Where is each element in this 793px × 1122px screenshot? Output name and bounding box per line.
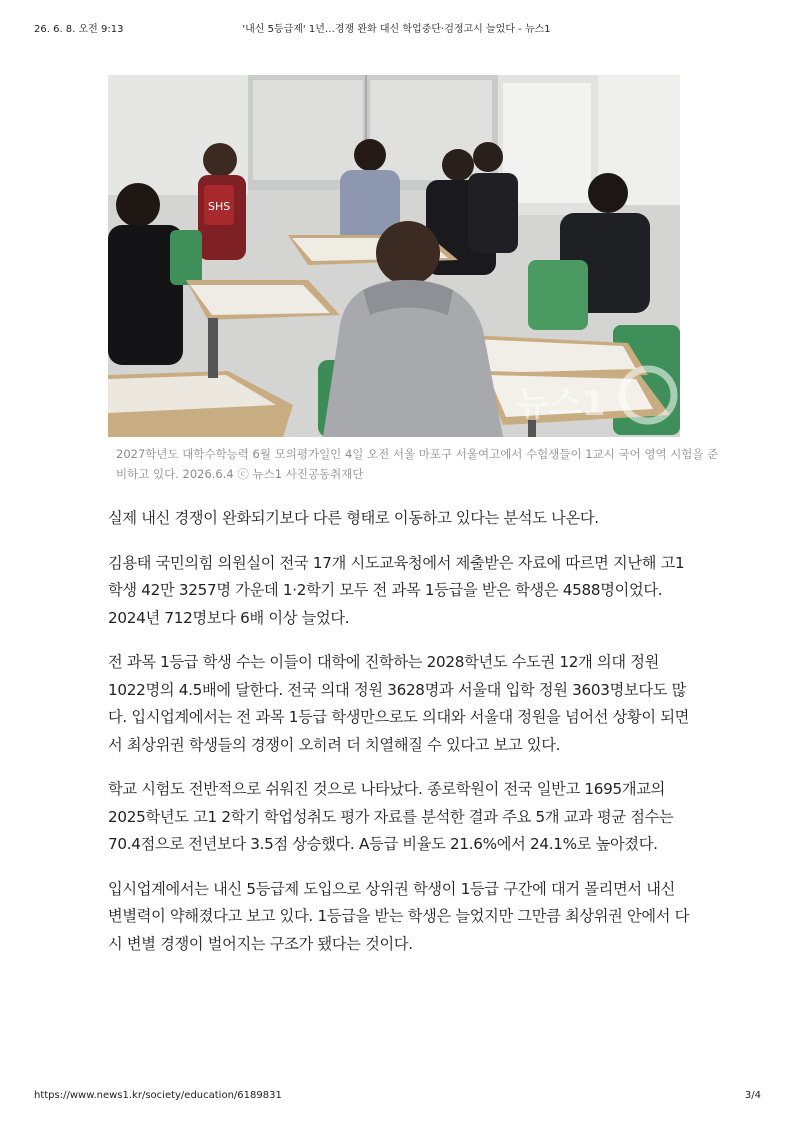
page-header-title: '내신 5등급제' 1년…경쟁 완화 대신 학업중단·검정고시 늘었다 - 뉴스1 [242,24,551,35]
article-paragraph: 김용태 국민의힘 의원실이 전국 17개 시도교육청에서 제출받은 자료에 따르면 지난해 고1 학생 42만 3257명 가운데 1·2학기 모두 전 과목 1등급을 받은 학생은 4588명이었다. 2024년 712명보다 6배 이상 늘었다. [108,553,685,627]
article-paragraph: 전 과목 1등급 학생 수는 이들이 대학에 진학하는 2028학년도 수도권 12개 의대 정원 1022명의 4.5배에 달한다. 전국 의대 정원 3628명과 서울대 입학 정원 3603명보다도 많다. 입시업계에서는 전 과목 1등급 학생만으로도 의대와 서울대 정원을 넘어선 상황이 되면서 최상위권 학생들의 경쟁이 오히려 더 치열해질 수 있다고 보고 있다. [108,653,690,754]
photo-caption: 2027학년도 대학수학능력 6월 모의평가일인 4일 오전 서울 마포구 서울여고에서 수험생들이 1교시 국어 영역 시험을 준비하고 있다. 2026.6.4 ⓒ 뉴스1 사진공동취재단 [116,447,719,481]
article-paragraph: 학교 시험도 전반적으로 쉬워진 것으로 나타났다. 종로학원이 전국 일반고 1695개교의 2025학년도 고1 2학기 학업성취도 평가 자료를 분석한 결과 주요 5개 교과 평균 점수는 70.4점으로 전년보다 3.5점 상승했다. A등급 비율도 21.6%에서 24.1%로 높아졌다. [108,780,674,853]
article-body [108,505,692,975]
article-paragraph: 입시업계에서는 내신 5등급제 도입으로 상위권 학생이 1등급 구간에 대거 몰리면서 내신 변별력이 약해졌다고 보고 있다. 1등급을 받는 학생은 늘었지만 그만큼 최상위권 안에서 다시 변별 경쟁이 벌어지는 구조가 됐다는 것이다. [108,879,690,953]
svg-text:SHS: SHS [208,200,231,213]
article-paragraph: 실제 내신 경쟁이 완화되기보다 다른 형태로 이동하고 있다는 분석도 나온다. [108,509,599,527]
page-number: 3/4 [744,1090,761,1101]
photo-watermark: 뉴스1 [516,384,606,424]
page-header-date: 26. 6. 8. 오전 9:13 [34,24,124,35]
article-photo [108,75,680,437]
page-footer-url: https://www.news1.kr/society/education/6189831 [34,1090,282,1101]
